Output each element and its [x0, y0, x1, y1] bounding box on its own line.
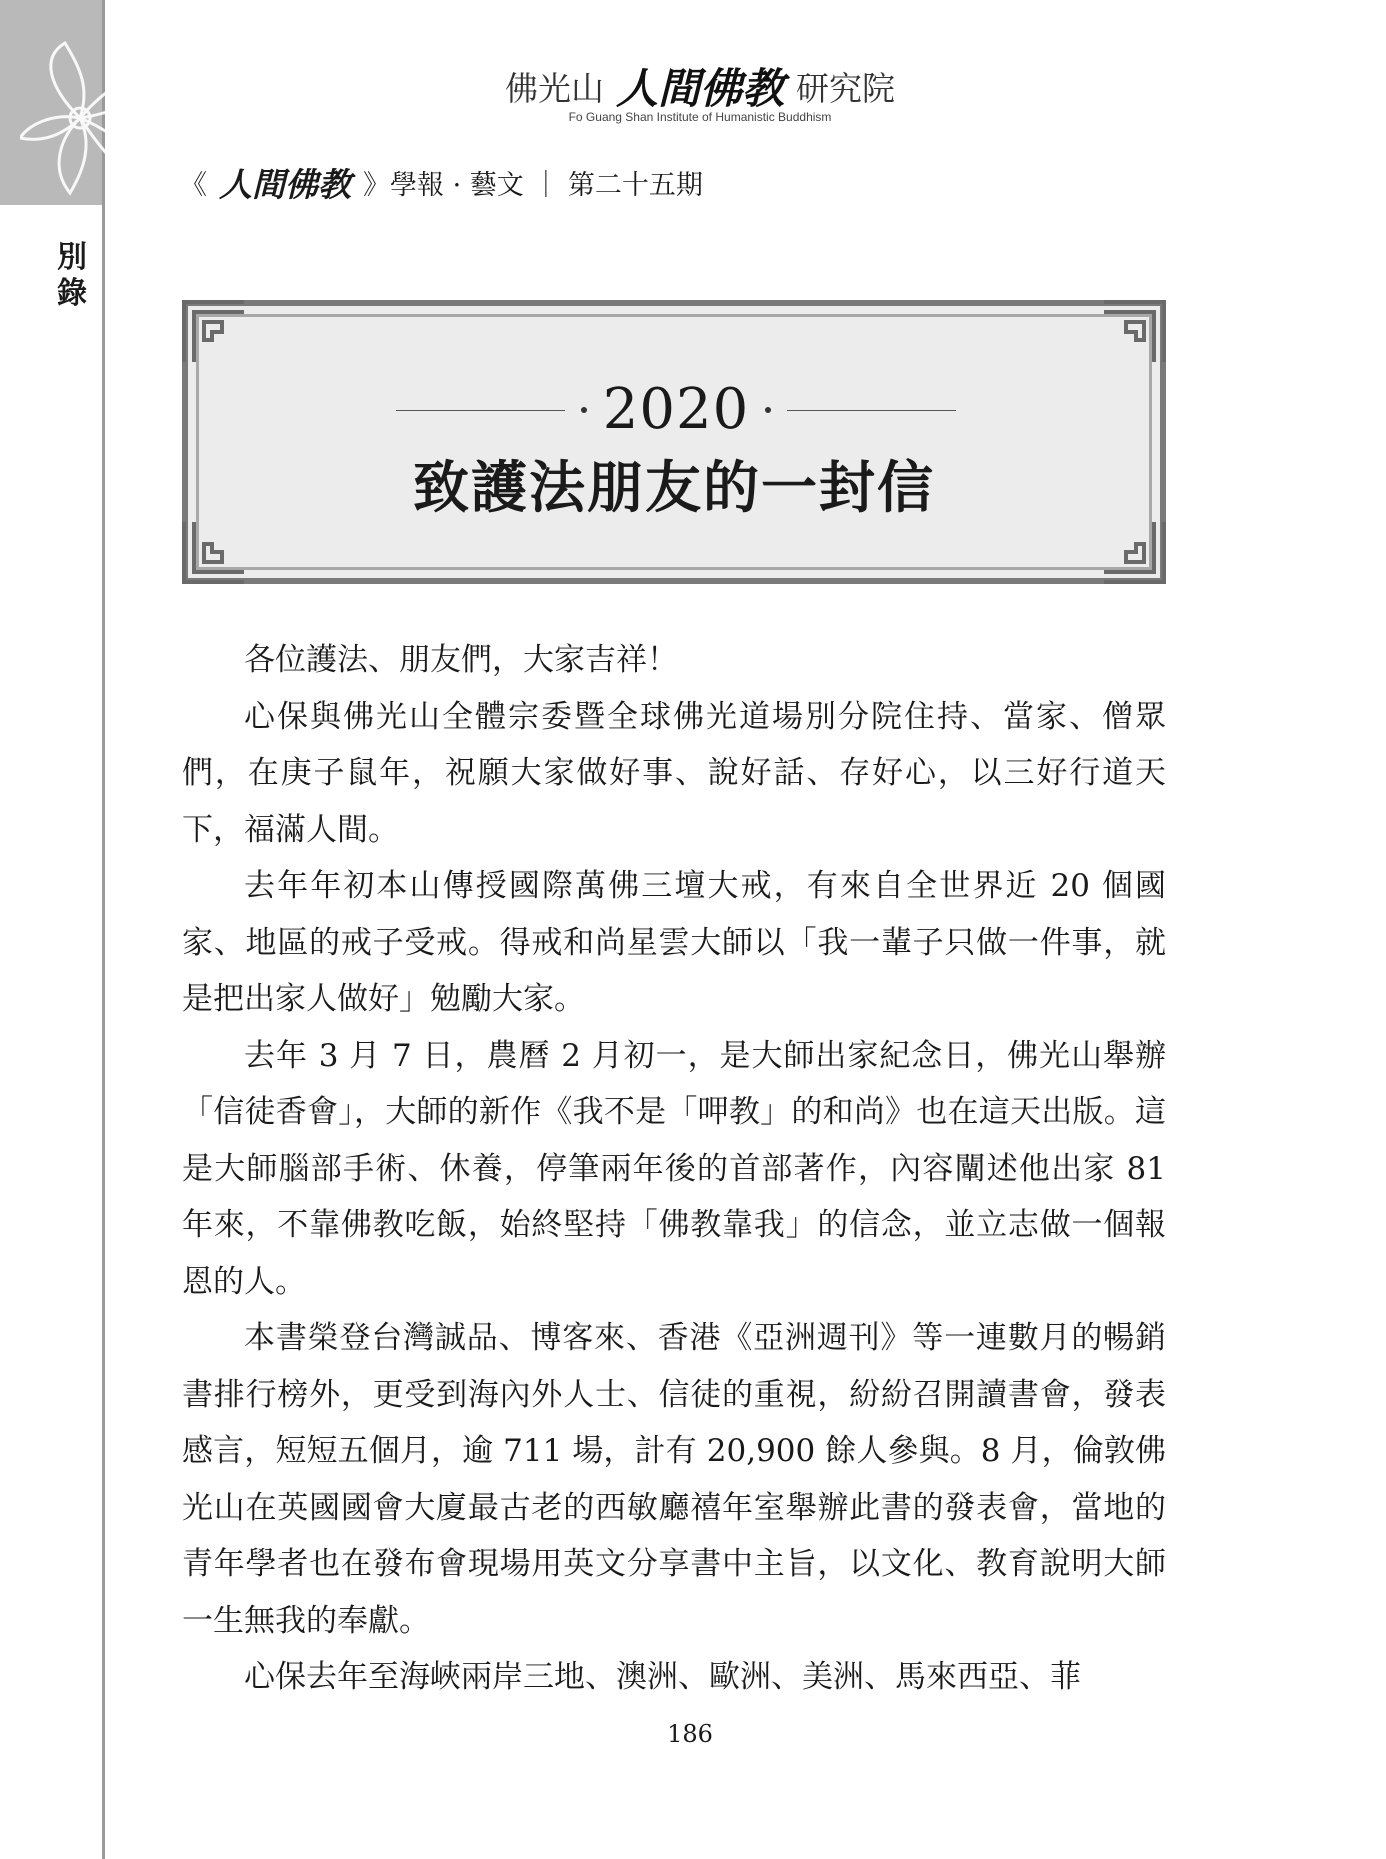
dot-left [581, 407, 587, 413]
side-label-char-2: 錄 [57, 276, 87, 311]
journal-running-head [180, 162, 703, 202]
institute-prefix: 佛光山 [504, 68, 604, 108]
journal-open-bracket: 《 [180, 169, 207, 201]
paragraph: 心保與佛光山全體宗委暨全球佛光道場別分院住持、當家、僧眾們，在庚子鼠年，祝願大家做好事、說好話、存好心，以三好行道天下，福滿人間。 [182, 698, 1166, 848]
fret-pattern-icon [182, 300, 246, 364]
paragraph: 心保去年至海峽兩岸三地、澳洲、歐洲、美洲、馬來西亞、菲 [244, 1659, 1081, 1695]
journal-issue-info: 》學報 · 藝文 ｜ 第二十五期 [363, 169, 703, 201]
article-title: 致護法朋友的一封信 [413, 455, 935, 521]
page-number: 186 [667, 1720, 713, 1748]
title-year-row [396, 377, 956, 442]
institute-calligraphy: 人間佛教 [615, 64, 784, 113]
fret-pattern-icon [182, 520, 246, 584]
dot-right [765, 407, 771, 413]
divider-left [396, 410, 565, 411]
paragraph-greeting: 各位護法、朋友們，大家吉祥！ [244, 642, 678, 678]
orchid-flower-icon [20, 28, 200, 208]
fret-pattern-icon [1102, 300, 1166, 364]
institute-header [490, 62, 910, 113]
fret-pattern-icon [1102, 520, 1166, 584]
institute-suffix: 研究院 [796, 68, 895, 108]
paragraph: 去年 3 月 7 日，農曆 2 月初一，是大師出家紀念日，佛光山舉辦「信徒香會」，大師的新作《我不是「呷教」的和尚》也在這天出版。這是大師腦部手術、休養，停筆兩年後的首部著作，內容闡述他出家 81 年來，不靠佛教吃飯，始終堅持「佛教靠我」的信念，並立志做一個報恩的人。 [182, 1037, 1166, 1300]
section-side-label [52, 240, 92, 312]
institute-english-name: Fo Guang Shan Institute of Humanistic Buddhism [568, 110, 832, 124]
article-body [182, 632, 1166, 1706]
corner-logo-block [0, 0, 102, 205]
title-year: 2020 [602, 377, 750, 442]
journal-calligraphy: 人間佛教 [219, 164, 351, 204]
side-label-char-1: 別 [57, 240, 87, 275]
divider-right [787, 410, 956, 411]
paragraph: 去年年初本山傳授國際萬佛三壇大戒，有來自全世界近 20 個國家、地區的戒子受戒。得戒和尚星雲大師以「我一輩子只做一件事，就是把出家人做好」勉勵大家。 [182, 868, 1166, 1017]
paragraph: 本書榮登台灣誠品、博客來、香港《亞洲週刊》等一連數月的暢銷書排行榜外，更受到海內外人士、信徒的重視，紛紛召開讀書會，發表感言，短短五個月，逾 711 場，計有 20,900 餘人參與。8 月，倫敦佛光山在英國國會大廈最古老的西敏廳禧年室舉辦此書的發表會，當地的青年學者也在發布會現場用英文分享書中主旨，以文化、教育說明大師一生無我的奉獻。 [182, 1320, 1166, 1639]
title-frame [182, 300, 1166, 584]
